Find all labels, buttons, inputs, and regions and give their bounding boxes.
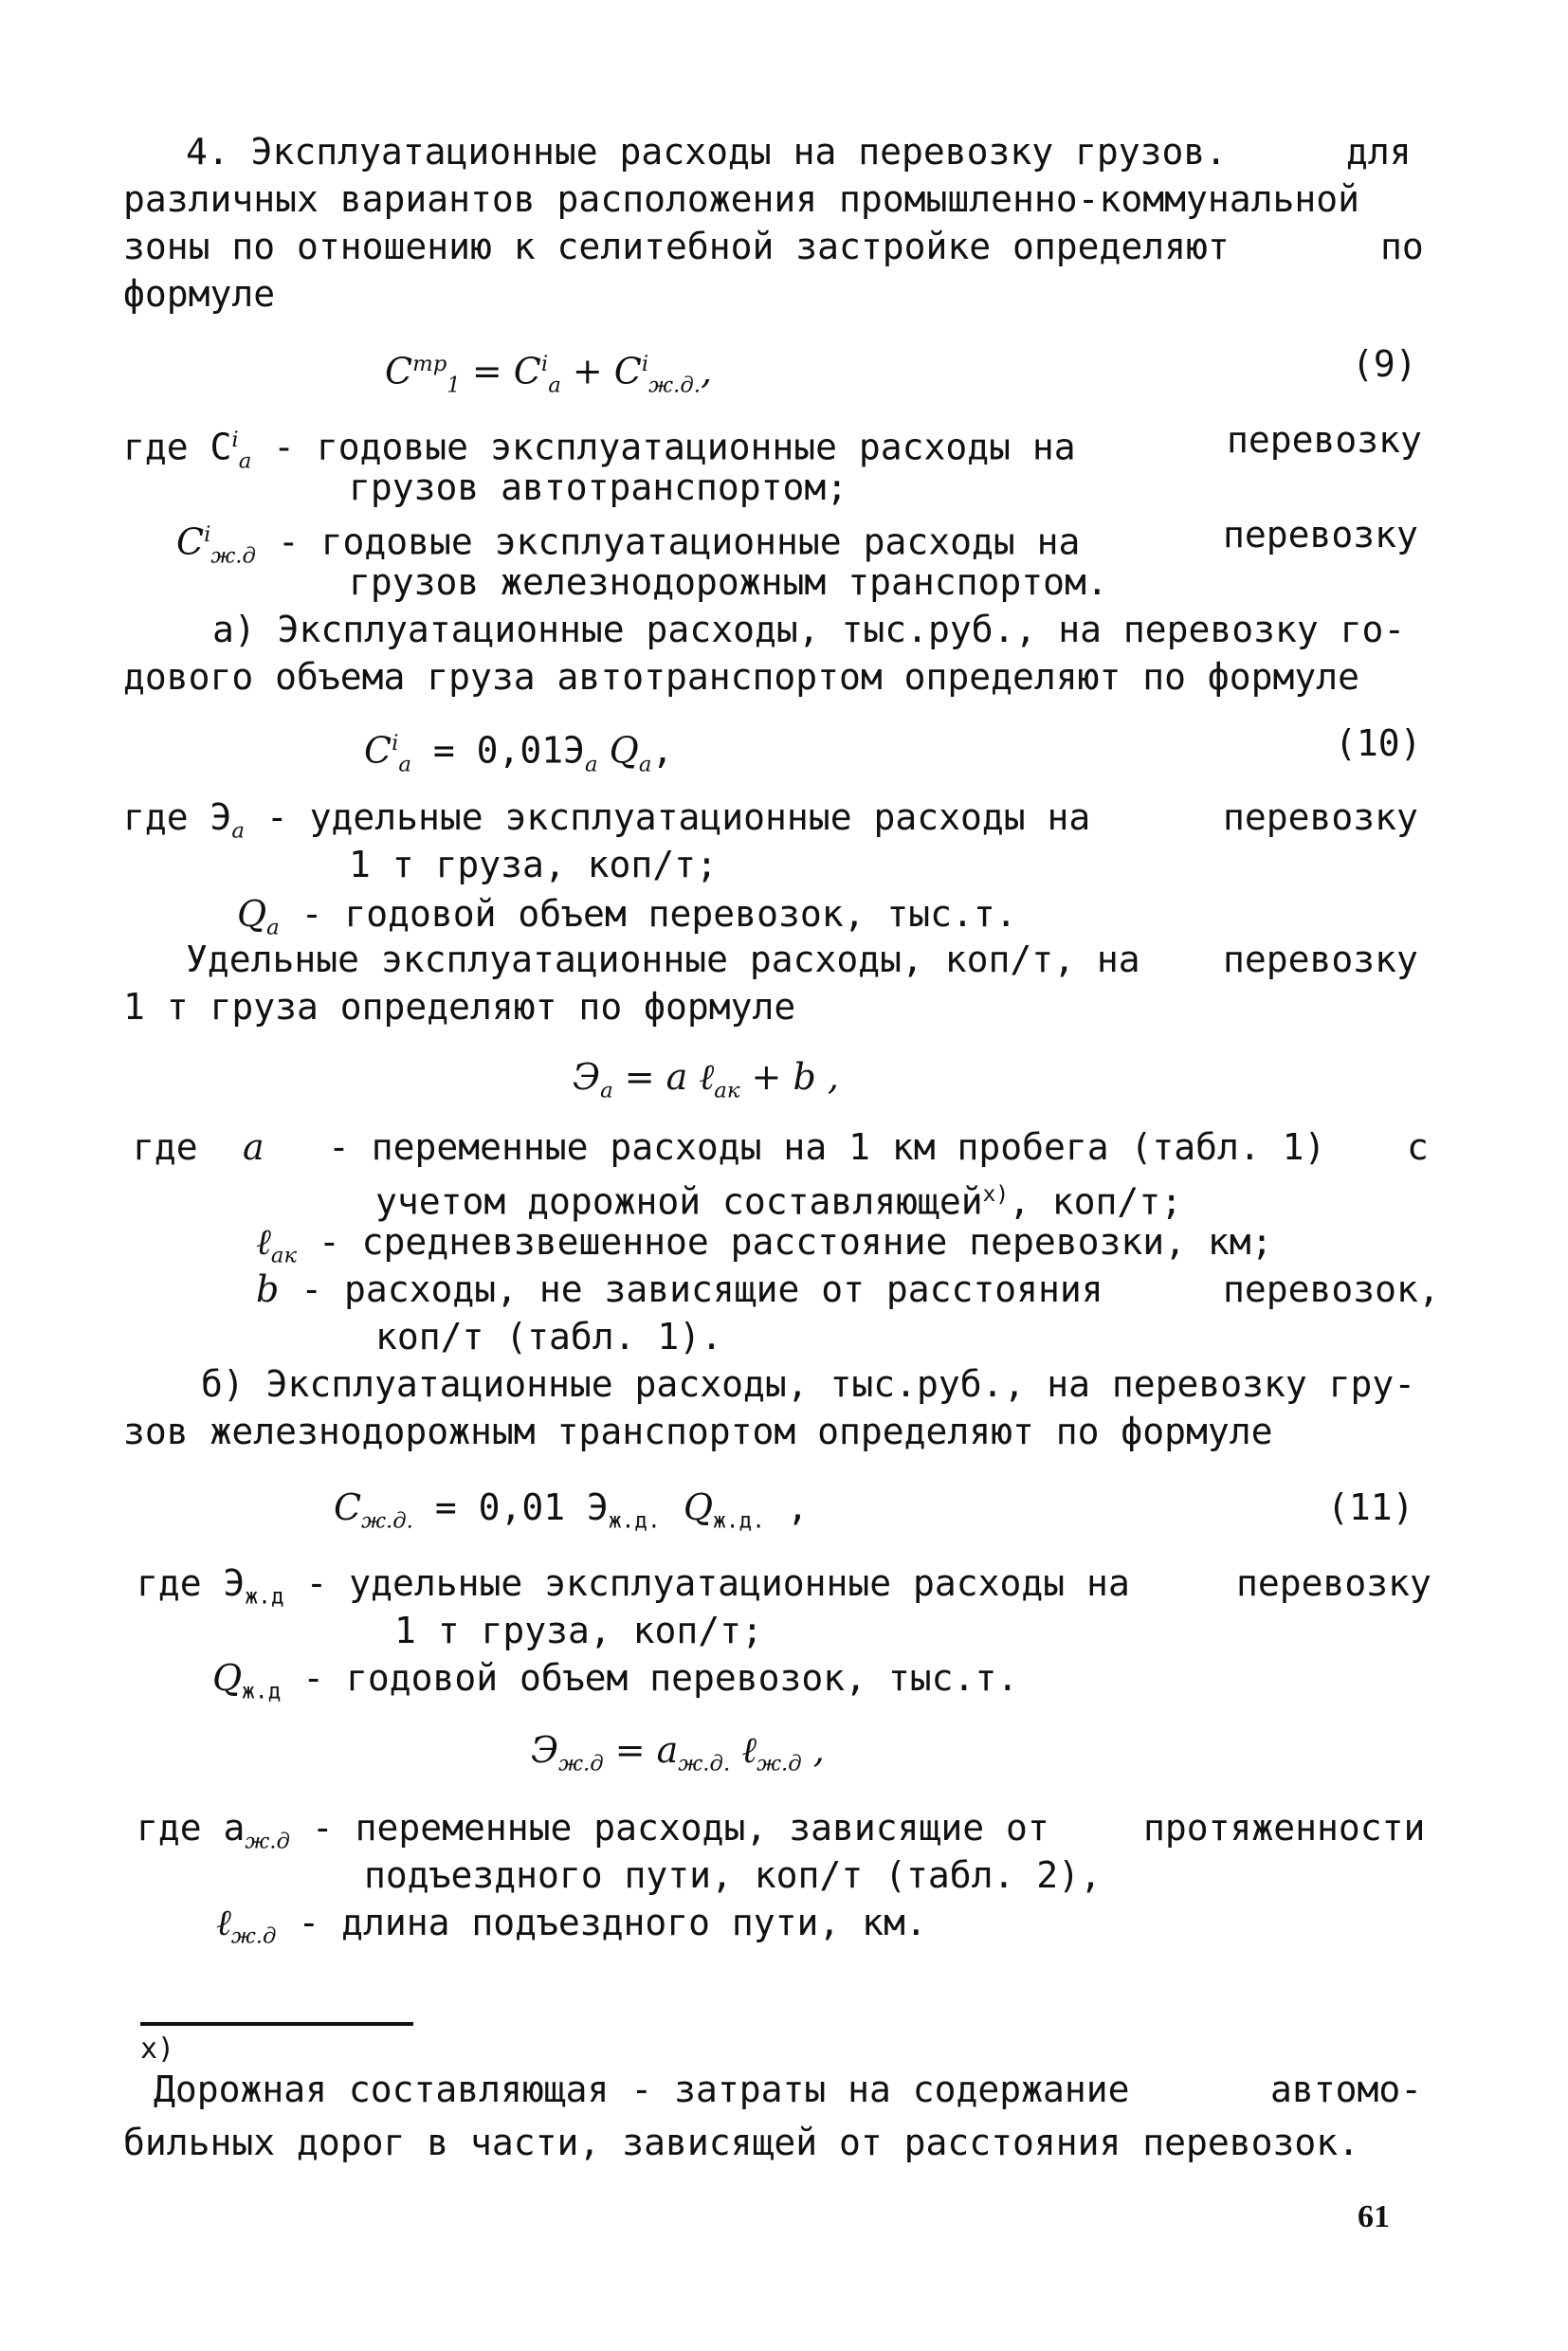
- formula-specific-auto: $Э_a = a$ ℓ$_{ак}$ + b ,: [573, 1056, 839, 1103]
- formula-10: $C^i_a = 0,01Э_a$ $Q_a$,: [364, 729, 674, 777]
- paragraph-specific-line-1: Удельные эксплуатационные расходы, коп/т, на: [186, 939, 1140, 980]
- where-e-item-1-right: с: [1407, 1126, 1429, 1168]
- formula-9-number: (9): [1352, 343, 1417, 385]
- where-9-item-2-cont: грузов железнодорожным транспортом.: [349, 561, 1108, 603]
- paragraph-4-line-3-right: по: [1380, 226, 1424, 267]
- where-z-item-1-right: протяженности: [1143, 1807, 1426, 1849]
- formula-9: $C^{тр}_1 = C^i_a + C^i_{ж.д.}$,: [385, 350, 713, 398]
- paragraph-4-line-1-right: для: [1346, 131, 1412, 173]
- footnote-line-2: бильных дорог в части, зависящей от расстояния перевозок.: [123, 2122, 1360, 2163]
- where-e-item-1-cont: учетом дорожной составляющей$^{x)}$, коп/т;: [375, 1180, 1183, 1223]
- where-10-item-1: где $Э_a$ - удельные эксплуатационные расходы на: [123, 796, 1091, 844]
- page-number: 61: [1358, 2199, 1390, 2234]
- where-11-item-1-cont: 1 т груза, коп/т;: [394, 1610, 763, 1651]
- where-9-item-2-right: перевозку: [1223, 514, 1418, 556]
- where-10-item-1-right: перевозку: [1223, 796, 1418, 838]
- where-11-item-1: где $Э_{ж.д}$ - удельные эксплуатационные расходы на: [137, 1562, 1130, 1610]
- paragraph-4-line-1: 4. Эксплуатационные расходы на перевозку грузов.: [186, 131, 1228, 173]
- where-9-item-2: $C^i_{ж.д}$ - годовые эксплуатационные расходы на: [176, 520, 1081, 569]
- where-e-item-2: ℓ$_{ак}$ - средневзвешенное расстояние перевозки, км;: [256, 1221, 1273, 1268]
- where-9-item-1-right: перевозку: [1227, 419, 1422, 461]
- where-9-item-1: где $C^i_a$ - годовые эксплуатационные расходы на: [123, 426, 1076, 474]
- where-e-item-3-cont: коп/т (табл. 1).: [375, 1316, 723, 1358]
- formula-specific-rail: $Э_{ж.д} = a_{ж.д.}$ ℓ$_{ж.д}$ ,: [531, 1729, 825, 1777]
- footnote-line-1: Дорожная составляющая - затраты на содержание: [154, 2069, 1130, 2110]
- where-z-item-1-cont: подъездного пути, коп/т (табл. 2),: [364, 1854, 1102, 1896]
- paragraph-b-line-1: б) Эксплуатационные расходы, тыс.руб., на перевозку гру-: [201, 1363, 1416, 1405]
- paragraph-a-line-1: а) Эксплуатационные расходы, тыс.руб., на перевозку го-: [212, 609, 1406, 650]
- formula-11-number: (11): [1327, 1486, 1414, 1528]
- where-e-item-1-sym: a: [243, 1126, 264, 1168]
- where-10-item-2: $Q_a$ - годовой объем перевозок, тыс.т.: [237, 893, 1017, 940]
- where-e-item-3: b - расходы, не зависящие от расстояния: [256, 1268, 1103, 1310]
- paragraph-4-line-4: формуле: [123, 273, 276, 315]
- where-11-item-1-right: перевозку: [1236, 1562, 1431, 1604]
- paragraph-4-line-3: зоны по отношению к селитебной застройке определяют: [123, 226, 1230, 267]
- footnote-line-1-right: автомо-: [1270, 2069, 1423, 2110]
- footnote-mark: x): [140, 2032, 175, 2066]
- formula-10-number: (10): [1335, 722, 1422, 764]
- where-10-item-1-cont: 1 т груза, коп/т;: [349, 844, 718, 885]
- where-11-item-2: $Q_{ж.д}$ - годовой объем перевозок, тыс.т.: [212, 1657, 1019, 1704]
- where-z-item-1: где $a_{ж.д}$ - переменные расходы, зависящие от: [137, 1807, 1049, 1854]
- formula-11: $C_{ж.д.} = 0,01$ $Э_{ж.д.}$ $Q_{ж.д.}$ ,: [334, 1486, 809, 1534]
- paragraph-specific-line-1-right: перевозку: [1223, 939, 1418, 980]
- paragraph-specific-line-2: 1 т груза определяют по формуле: [123, 986, 796, 1028]
- where-9-item-1-cont: грузов автотранспортом;: [349, 466, 848, 508]
- where-e-item-3-right: перевозок,: [1223, 1268, 1440, 1310]
- paragraph-a-line-2: дового объема груза автотранспортом определяют по формуле: [123, 656, 1360, 698]
- paragraph-4-line-2: различных вариантов расположения промышленно-коммунальной: [123, 178, 1360, 220]
- footnote-rule: [140, 2022, 413, 2026]
- where-e-item-1-text: - переменные расходы на 1 км пробега (табл. 1): [328, 1126, 1326, 1168]
- where-z-item-2: ℓ$_{ж.д}$ - длина подъездного пути, км.: [216, 1902, 927, 1949]
- paragraph-b-line-2: зов железнодорожным транспортом определяют по формуле: [123, 1411, 1273, 1452]
- where-e-item-1-pre: где: [133, 1126, 198, 1168]
